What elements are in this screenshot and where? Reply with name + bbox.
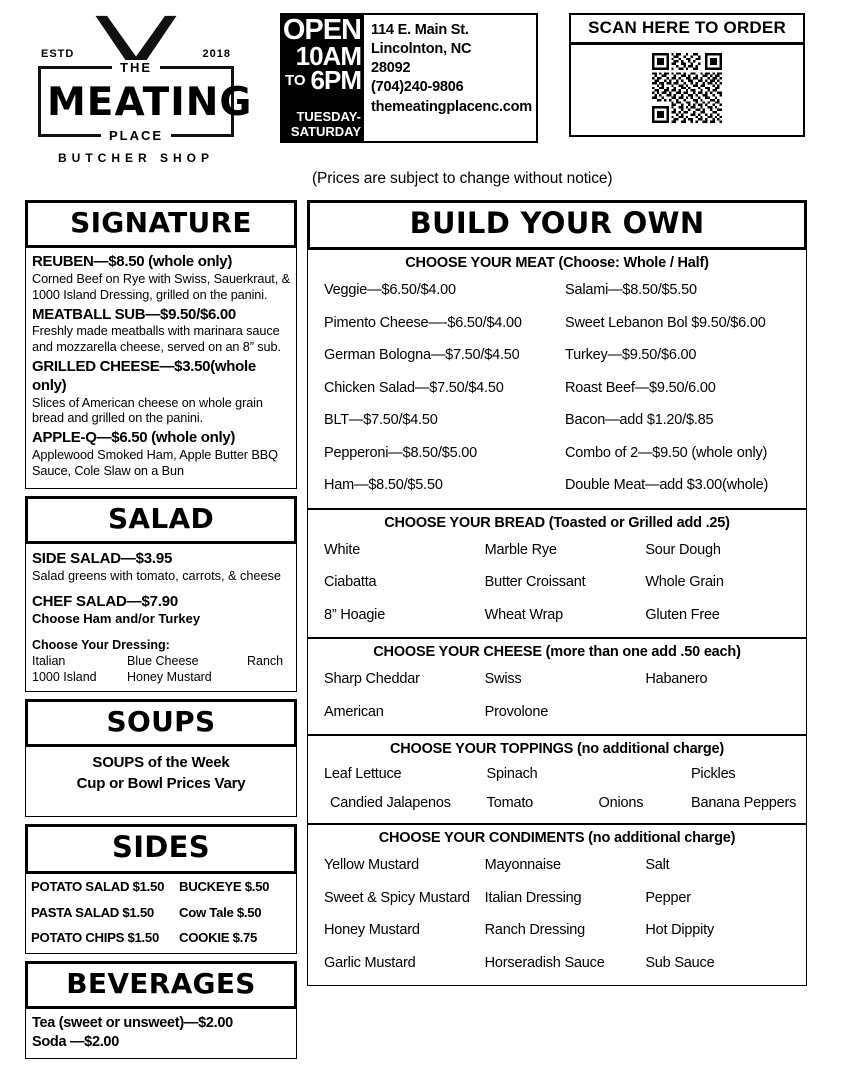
menu-item[interactable] xyxy=(32,429,290,480)
cheese-options-grid xyxy=(316,663,798,728)
signature-item-desc xyxy=(32,448,290,480)
chef-salad-sub: Choose Ham and/or Turkey xyxy=(32,611,201,627)
choose-condiments-section xyxy=(308,825,806,985)
bread-option[interactable]: Butter Croissant xyxy=(484,574,586,590)
condiment-option[interactable]: Salt xyxy=(645,857,670,873)
bread-options-grid xyxy=(316,534,798,632)
sides-panel xyxy=(25,824,297,953)
open-time: 10AM xyxy=(295,41,361,71)
desc-line: Freshly made meatballs with marinara sauce xyxy=(32,324,280,339)
choose-meat-heading: CHOOSE YOUR MEAT (Choose: Whole / Half) xyxy=(405,255,709,271)
menu-item[interactable] xyxy=(32,306,290,357)
dressing-option[interactable]: Italian xyxy=(32,654,66,669)
meat-option[interactable]: Turkey—$9.50/$6.00 xyxy=(565,347,697,363)
choose-meat-section xyxy=(308,250,806,510)
condiment-option[interactable]: Pepper xyxy=(645,889,691,906)
meat-options-grid xyxy=(316,274,798,502)
brand-word-main: MEATING xyxy=(47,80,253,125)
meat-option[interactable]: Roast Beef—$9.50/6.00 xyxy=(565,379,716,396)
topping-option[interactable]: Tomato xyxy=(486,794,534,811)
side-item[interactable]: POTATO SALAD $1.50 xyxy=(31,879,165,895)
signature-item-name: REUBEN—$8.50 (whole only) xyxy=(32,253,233,270)
close-time: 6PM xyxy=(310,65,361,95)
side-item[interactable]: COOKIE $.75 xyxy=(179,929,258,945)
condiment-options-grid xyxy=(316,849,798,979)
website-url[interactable]: themeatingplacenc.com xyxy=(371,98,532,115)
choose-condiments-heading: CHOOSE YOUR CONDIMENTS (no additional charge) xyxy=(378,830,736,846)
menu-item[interactable] xyxy=(32,253,290,304)
beverages-panel xyxy=(25,961,297,1059)
qr-code-icon[interactable] xyxy=(652,53,722,123)
open-label: OPEN xyxy=(282,14,361,46)
bread-option[interactable]: Marble Rye xyxy=(484,541,557,558)
desc-line: 1000 Island Dressing, grilled on the panini. xyxy=(32,287,268,302)
meat-option[interactable]: Combo of 2—$9.50 (whole only) xyxy=(565,444,768,461)
address-zip: 28092 xyxy=(371,60,411,77)
estd-label: ESTD xyxy=(41,48,75,60)
side-salad-name: SIDE SALAD—$3.95 xyxy=(32,549,173,567)
condiment-option[interactable]: Sweet & Spicy Mustard xyxy=(324,889,470,906)
condiment-option[interactable]: Sub Sauce xyxy=(645,954,715,971)
side-item[interactable]: BUCKEYE $.50 xyxy=(179,879,270,895)
beverages-title: BEVERAGES xyxy=(25,961,297,1009)
chef-salad-name: CHEF SALAD—$7.90 xyxy=(32,592,179,610)
meat-option[interactable]: BLT—$7.50/$4.50 xyxy=(324,412,438,428)
condiment-option[interactable]: Garlic Mustard xyxy=(324,954,416,971)
signature-item-name: GRILLED CHEESE—$3.50(whole only) xyxy=(32,358,256,394)
sides-body xyxy=(25,874,297,953)
topping-option[interactable]: Candied Jalapenos xyxy=(330,794,451,811)
cheese-option[interactable]: Swiss xyxy=(484,671,522,687)
choose-cheese-section xyxy=(308,639,806,736)
left-menu-column xyxy=(25,200,297,1066)
price-disclaimer: (Prices are subject to change without notice) xyxy=(312,170,613,187)
desc-line: Sauce, Cole Slaw on a Bun xyxy=(32,463,184,478)
desc-line: Corned Beef on Rye with Swiss, Sauerkraut, & xyxy=(32,271,290,286)
meat-option[interactable]: Bacon—add $1.20/$.85 xyxy=(565,412,714,428)
sides-row xyxy=(31,878,291,895)
soups-panel xyxy=(25,699,297,817)
condiment-option[interactable]: Ranch Dressing xyxy=(484,922,586,938)
bread-option[interactable]: White xyxy=(324,541,361,558)
condiment-option[interactable]: Yellow Mustard xyxy=(324,857,419,873)
bread-option[interactable]: Gluten Free xyxy=(645,606,720,623)
sides-row xyxy=(31,904,291,921)
desc-line: Slices of American cheese on whole grain xyxy=(32,395,263,410)
desc-line: and mozzarella cheese, served on an 8” sub. xyxy=(32,340,281,355)
build-your-own-title: BUILD YOUR OWN xyxy=(307,200,807,250)
signature-item-desc xyxy=(32,272,290,304)
scan-to-order-box xyxy=(569,13,805,137)
bread-option[interactable]: Whole Grain xyxy=(645,574,724,590)
bread-option[interactable]: Sour Dough xyxy=(645,541,721,558)
address-line-2: Lincolnton, NC xyxy=(371,41,472,58)
soups-line-2: Cup or Bowl Prices Vary xyxy=(76,775,246,793)
condiment-option[interactable]: Horseradish Sauce xyxy=(484,954,605,971)
phone-number: (704)240-9806 xyxy=(371,79,464,96)
beverage-item[interactable]: Tea (sweet or unsweet)—$2.00 xyxy=(32,1014,233,1031)
estd-row xyxy=(41,48,231,60)
dressing-row xyxy=(32,653,290,669)
meat-option[interactable]: Chicken Salad—$7.50/$4.50 xyxy=(324,379,504,396)
beverages-body xyxy=(25,1009,297,1059)
to-label: TO xyxy=(285,72,306,89)
choose-cheese-heading: CHOOSE YOUR CHEESE (more than one add .50 each) xyxy=(373,644,741,660)
meat-option[interactable]: Double Meat—add $3.00(whole) xyxy=(565,477,769,493)
meat-option[interactable]: German Bologna—$7.50/$4.50 xyxy=(324,347,520,363)
spacer xyxy=(32,794,290,810)
signature-item-name: APPLE-Q—$6.50 (whole only) xyxy=(32,429,236,447)
beverage-item[interactable]: Soda —$2.00 xyxy=(32,1033,119,1050)
build-your-own-panel xyxy=(307,200,807,986)
choose-bread-section xyxy=(308,510,806,640)
cheese-option[interactable]: Provolone xyxy=(484,703,549,720)
dressing-option[interactable]: Ranch xyxy=(247,654,284,669)
toppings-row xyxy=(316,760,798,789)
condiment-option[interactable]: Honey Mustard xyxy=(324,922,420,938)
cheese-option[interactable]: Sharp Cheddar xyxy=(324,671,420,687)
address-line-1: 114 E. Main St. xyxy=(371,22,469,38)
choose-toppings-section xyxy=(308,736,806,825)
choose-toppings-heading: CHOOSE YOUR TOPPINGS (no additional charge) xyxy=(389,741,725,757)
open-days xyxy=(291,110,361,139)
dressing-option[interactable]: 1000 Island xyxy=(32,670,97,685)
signature-body xyxy=(25,248,297,489)
dressing-option[interactable]: Blue Cheese xyxy=(127,654,199,669)
meat-option[interactable]: Pepperoni—$8.50/$5.00 xyxy=(324,444,478,461)
condiment-option[interactable]: Italian Dressing xyxy=(484,889,582,906)
topping-option[interactable]: Banana Peppers xyxy=(690,794,797,811)
signature-panel xyxy=(25,200,297,489)
qr-wrap xyxy=(571,45,803,131)
side-item[interactable]: Cow Tale $.50 xyxy=(179,904,262,920)
salad-title: SALAD xyxy=(25,496,297,544)
salad-body xyxy=(25,544,297,693)
signature-item-desc xyxy=(32,324,290,356)
dressing-heading: Choose Your Dressing: xyxy=(32,638,170,653)
topping-option[interactable]: Onions xyxy=(598,794,644,811)
brand-word-place: PLACE xyxy=(101,128,171,143)
open-days-line1: TUESDAY- xyxy=(296,109,361,125)
signature-title: SIGNATURE xyxy=(25,200,297,248)
page-header xyxy=(0,0,842,168)
side-item[interactable]: POTATO CHIPS $1.50 xyxy=(31,929,159,945)
soups-line-1: SOUPS of the Week xyxy=(92,754,230,772)
topping-option-empty xyxy=(598,767,690,782)
right-menu-column xyxy=(307,200,807,993)
brand-logo xyxy=(0,0,272,165)
dressing-row xyxy=(32,669,290,685)
brand-word-the: THE xyxy=(112,60,160,75)
bread-option[interactable]: Ciabatta xyxy=(324,574,377,590)
open-days-line2: SATURDAY xyxy=(290,123,361,139)
cheese-option[interactable]: American xyxy=(324,703,384,720)
scan-title: SCAN HERE TO ORDER xyxy=(571,15,803,45)
soups-body xyxy=(25,747,297,817)
build-your-own-body xyxy=(307,250,807,986)
topping-option[interactable]: Leaf Lettuce xyxy=(324,766,402,782)
desc-line: bread and grilled on the panini. xyxy=(32,411,204,426)
dressing-option[interactable]: Honey Mustard xyxy=(127,670,212,685)
meat-option[interactable]: Salami—$8.50/$5.50 xyxy=(565,282,697,298)
side-item[interactable]: PASTA SALAD $1.50 xyxy=(31,904,154,920)
estd-year: 2018 xyxy=(202,48,231,60)
condiment-option[interactable]: Mayonnaise xyxy=(484,857,561,873)
choose-bread-heading: CHOOSE YOUR BREAD (Toasted or Grilled add .25) xyxy=(384,514,730,531)
sides-row xyxy=(31,929,291,946)
bread-option[interactable]: Wheat Wrap xyxy=(484,606,563,623)
meat-option[interactable]: Ham—$8.50/$5.50 xyxy=(324,477,443,493)
topping-option[interactable]: Spinach xyxy=(486,766,538,782)
topping-option[interactable]: Pickles xyxy=(690,766,736,782)
brand-name-box xyxy=(38,60,253,143)
soups-title: SOUPS xyxy=(25,699,297,747)
cheese-option-empty xyxy=(637,696,798,729)
cheese-option[interactable]: Habanero xyxy=(645,671,708,687)
toppings-row xyxy=(316,789,798,818)
side-salad-desc: Salad greens with tomato, carrots, & cheese xyxy=(32,569,281,584)
brand-tagline: BUTCHER SHOP xyxy=(57,151,214,165)
meat-option[interactable]: Sweet Lebanon Bol $9.50/$6.00 xyxy=(565,314,766,331)
meat-option[interactable]: Veggie—$6.50/$4.00 xyxy=(324,282,456,298)
sides-title: SIDES xyxy=(25,824,297,874)
bread-option[interactable]: 8” Hoagie xyxy=(324,606,386,623)
signature-item-desc xyxy=(32,396,290,428)
signature-item-name: MEATBALL SUB—$9.50/$6.00 xyxy=(32,305,236,323)
address-panel xyxy=(364,15,536,141)
desc-line: Applewood Smoked Ham, Apple Butter BBQ xyxy=(32,448,278,462)
salad-panel xyxy=(25,496,297,693)
menu-item[interactable] xyxy=(32,358,290,427)
hours-and-address-box xyxy=(280,13,538,143)
meat-option[interactable]: Pimento Cheese—-$6.50/$4.00 xyxy=(324,314,522,331)
condiment-option[interactable]: Hot Dippity xyxy=(645,922,715,938)
hours-panel xyxy=(282,15,364,141)
